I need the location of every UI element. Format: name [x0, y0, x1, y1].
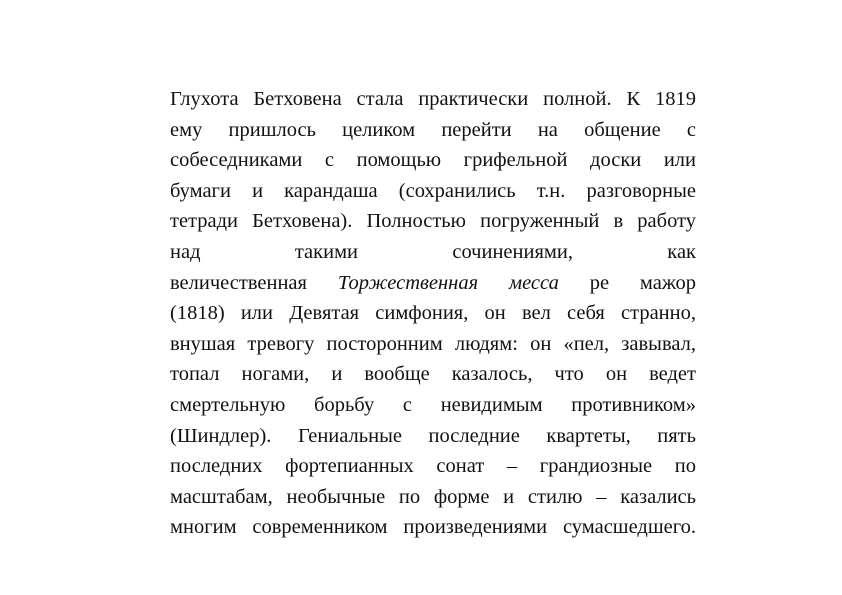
text-segment: величественная	[170, 271, 338, 294]
text-line: топал ногами, и вообще казалось, что он ведет	[170, 363, 696, 386]
text-line: (1818) или Девятая симфония, он вел себя странно,	[170, 302, 696, 325]
text-line: смертельную борьбу с невидимым противником»	[170, 393, 696, 416]
text-line: (Шиндлер). Гениальные последние квартеты, пять	[170, 424, 696, 447]
work-title-italic: Торжественная месса	[337, 271, 559, 294]
text-line: бумаги и карандаша (сохранились т.н. разговорные	[170, 179, 696, 202]
body-paragraph	[170, 84, 696, 543]
text-line-with-title	[170, 268, 696, 299]
text-line: над такими сочинениями, как	[170, 240, 696, 263]
text-segment: ре мажор	[558, 271, 696, 294]
text-line: Глухота Бетховена стала практически полной. К 1819	[170, 88, 696, 110]
text-line: масштабам, необычные по форме и стилю – казались	[170, 485, 696, 508]
text-line: последних фортепианных сонат – грандиозные по	[170, 455, 696, 478]
text-line: многим современником произведениями сумасшедшего.	[170, 516, 696, 539]
text-line: тетради Бетховена). Полностью погруженный в работу	[170, 210, 696, 233]
text-line: собеседниками с помощью грифельной доски или	[170, 149, 696, 172]
text-line: внушая тревогу посторонним людям: он «пел, завывал,	[170, 332, 696, 355]
text-line: ему пришлось целиком перейти на общение с	[170, 118, 696, 141]
